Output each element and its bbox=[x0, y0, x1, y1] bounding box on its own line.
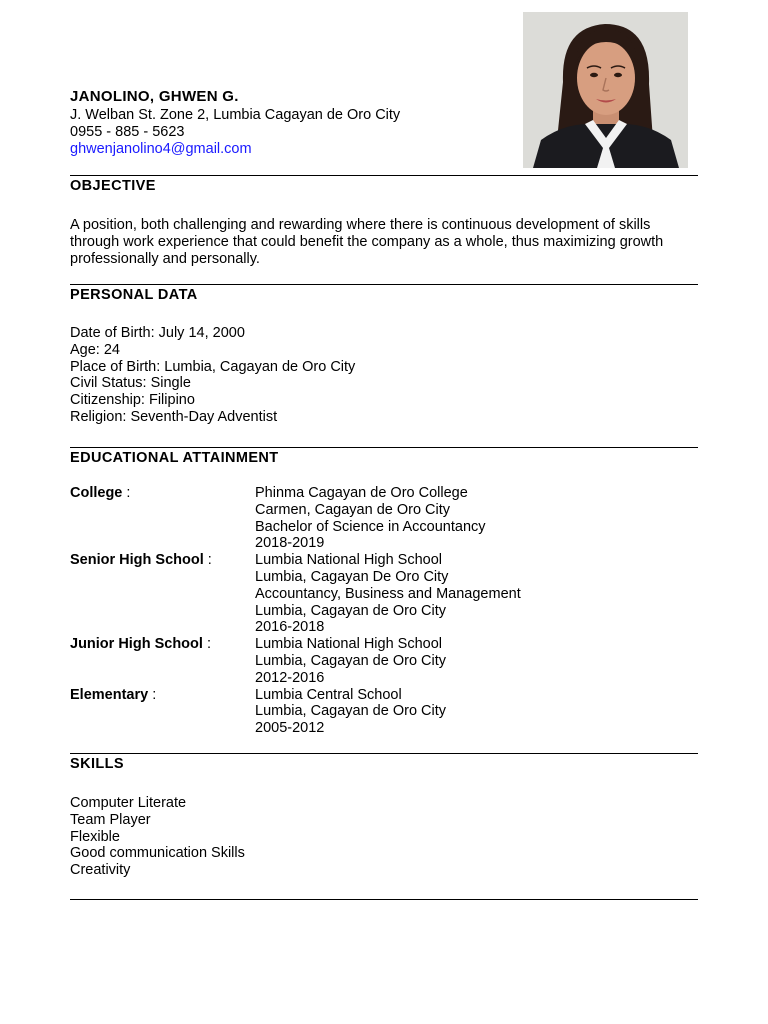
education-details bbox=[255, 552, 700, 636]
education-level: Senior High School : bbox=[70, 552, 212, 569]
personal-data-item: Citizenship: Filipino bbox=[70, 392, 195, 409]
education-detail-line: Phinma Cagayan de Oro College bbox=[255, 485, 468, 501]
education-detail-line: 2016-2018 bbox=[255, 619, 325, 636]
education-detail-line: 2018-2019 bbox=[255, 535, 325, 552]
education-detail-line: Bachelor of Science in Accountancy bbox=[255, 518, 486, 535]
applicant-email-link[interactable]: ghwenjanolino4@gmail.com bbox=[70, 141, 252, 157]
divider bbox=[70, 447, 698, 448]
personal-data-item: Place of Birth: Lumbia, Cagayan de Oro City bbox=[70, 358, 356, 375]
profile-photo bbox=[523, 12, 688, 168]
divider bbox=[70, 899, 698, 900]
education-entry bbox=[70, 636, 700, 686]
education-level: Elementary : bbox=[70, 686, 157, 703]
applicant-name: JANOLINO, GHWEN G. bbox=[70, 88, 239, 105]
divider bbox=[70, 284, 698, 285]
education-detail-line: Lumbia, Cagayan De Oro City bbox=[255, 568, 449, 585]
education-detail-line: Lumbia National High School bbox=[255, 636, 442, 653]
skill-item: Flexible bbox=[70, 828, 120, 845]
education-details bbox=[255, 485, 700, 552]
objective-heading: OBJECTIVE bbox=[70, 178, 156, 194]
personal-data-item: Religion: Seventh-Day Adventist bbox=[70, 408, 278, 425]
education-detail-line: 2005-2012 bbox=[255, 720, 325, 737]
education-level: College : bbox=[70, 485, 131, 501]
education-detail-line: Lumbia National High School bbox=[255, 552, 442, 569]
skill-item: Team Player bbox=[70, 811, 151, 828]
divider bbox=[70, 175, 698, 176]
skills-heading: SKILLS bbox=[70, 756, 124, 772]
skill-item: Good communication Skills bbox=[70, 845, 245, 862]
objective-text: A position, both challenging and rewarding where there is continuous development of skills through work experience that could benefit the company as a whole, thus maximizing growth professionally and personally. bbox=[70, 217, 664, 267]
profile-photo-icon bbox=[523, 12, 688, 168]
education-details bbox=[255, 636, 700, 686]
education-detail-line: Lumbia Central School bbox=[255, 686, 402, 703]
education-detail-line: Lumbia, Cagayan de Oro City bbox=[255, 602, 447, 619]
education-entry bbox=[70, 552, 700, 636]
personal-data-item: Age: 24 bbox=[70, 341, 120, 358]
education-detail-line: Lumbia, Cagayan de Oro City bbox=[255, 703, 447, 720]
applicant-phone: 0955 - 885 - 5623 bbox=[70, 124, 185, 140]
education-entry bbox=[70, 485, 700, 552]
education-detail-line: Lumbia, Cagayan de Oro City bbox=[255, 652, 447, 669]
education-heading: EDUCATIONAL ATTAINMENT bbox=[70, 450, 279, 466]
divider bbox=[70, 753, 698, 754]
applicant-address: J. Welban St. Zone 2, Lumbia Cagayan de Oro City bbox=[70, 107, 401, 123]
personal-data-item: Civil Status: Single bbox=[70, 375, 191, 392]
education-details bbox=[255, 687, 700, 737]
education-detail-line: Accountancy, Business and Management bbox=[255, 585, 521, 602]
personal-data-item: Date of Birth: July 14, 2000 bbox=[70, 325, 245, 341]
education-list bbox=[70, 485, 700, 737]
skill-item: Computer Literate bbox=[70, 795, 187, 811]
education-detail-line: 2012-2016 bbox=[255, 669, 325, 686]
education-level: Junior High School : bbox=[70, 636, 211, 653]
education-detail-line: Carmen, Cagayan de Oro City bbox=[255, 501, 451, 518]
personal-data-list bbox=[70, 325, 355, 426]
personal-data-heading: PERSONAL DATA bbox=[70, 287, 198, 303]
education-entry bbox=[70, 687, 700, 737]
skill-item: Creativity bbox=[70, 862, 131, 879]
skills-list bbox=[70, 795, 245, 879]
